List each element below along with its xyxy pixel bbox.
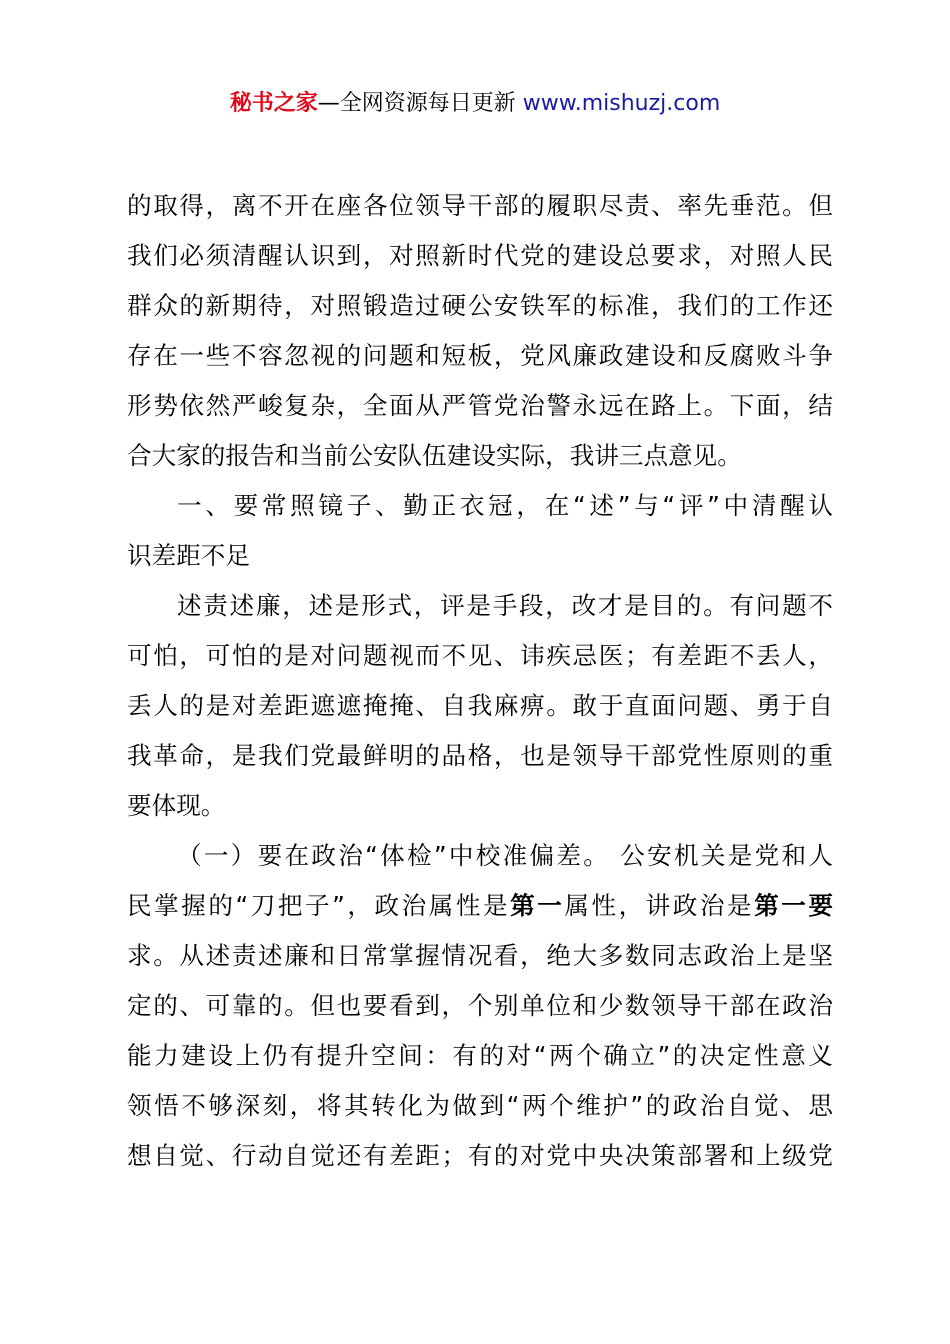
text-run: 属性，讲政治是 bbox=[564, 891, 755, 920]
text-line: 我革命，是我们党最鲜明的品格，也是领导干部党性原则的重 bbox=[127, 741, 833, 770]
section-heading: 识差距不足 bbox=[127, 541, 250, 570]
text-line: 丢人的是对差距遮遮掩掩、自我麻痹。敢于直面问题、勇于自 bbox=[127, 691, 833, 720]
text-line: 形势依然严峻复杂，全面从严管党治警永远在路上。下面，结 bbox=[127, 391, 833, 420]
text-line: 要体现。 bbox=[127, 791, 226, 820]
brand-name: 秘书之家 bbox=[229, 91, 318, 116]
text-line: 能力建设上仍有提升空间：有的对“两个确立”的决定性意义 bbox=[127, 1041, 833, 1070]
text-line: 群众的新期待，对照锻造过硬公安铁军的标准，我们的工作还 bbox=[127, 291, 833, 320]
text-line: 合大家的报告和当前公安队伍建设实际，我讲三点意见。 bbox=[127, 441, 742, 470]
text-line: 的取得，离不开在座各位领导干部的履职尽责、率先垂范。但 bbox=[127, 191, 833, 220]
subsection-line: （一）要在政治“体检”中校准偏差。 公安机关是党和人 bbox=[177, 841, 833, 870]
text-line: 存在一些不容忽视的问题和短板，党风廉政建设和反腐败斗争 bbox=[127, 341, 833, 370]
text-line: 求。从述责述廉和日常掌握情况看，绝大多数同志政治上是坚 bbox=[127, 941, 833, 970]
bold-text: 第一要 bbox=[754, 891, 833, 920]
section-heading: 一、要常照镜子、勤正衣冠，在“述”与“评”中清醒认 bbox=[177, 491, 833, 520]
text-line: 我们必须清醒认识到，对照新时代党的建设总要求，对照人民 bbox=[127, 241, 833, 270]
header-tagline: —全网资源每日更新 bbox=[317, 91, 523, 116]
document-body bbox=[127, 181, 833, 1181]
bold-text: 第一 bbox=[510, 891, 565, 920]
text-line: 想自觉、行动自觉还有差距；有的对党中央决策部署和上级党 bbox=[127, 1141, 833, 1170]
text-line: 领悟不够深刻，将其转化为做到“两个维护”的政治自觉、思 bbox=[127, 1091, 833, 1120]
site-url-link[interactable]: www.mishuzj.com bbox=[522, 91, 721, 116]
text-line: 定的、可靠的。但也要看到，个别单位和少数领导干部在政治 bbox=[127, 991, 833, 1020]
text-line: 可怕，可怕的是对问题视而不见、讳疾忌医；有差距不丢人， bbox=[127, 641, 833, 670]
page-header bbox=[0, 86, 950, 122]
text-line bbox=[127, 881, 833, 931]
text-line: 述责述廉，述是形式，评是手段，改才是目的。有问题不 bbox=[177, 591, 833, 620]
text-run: 民掌握的“刀把子”，政治属性是 bbox=[127, 891, 511, 920]
